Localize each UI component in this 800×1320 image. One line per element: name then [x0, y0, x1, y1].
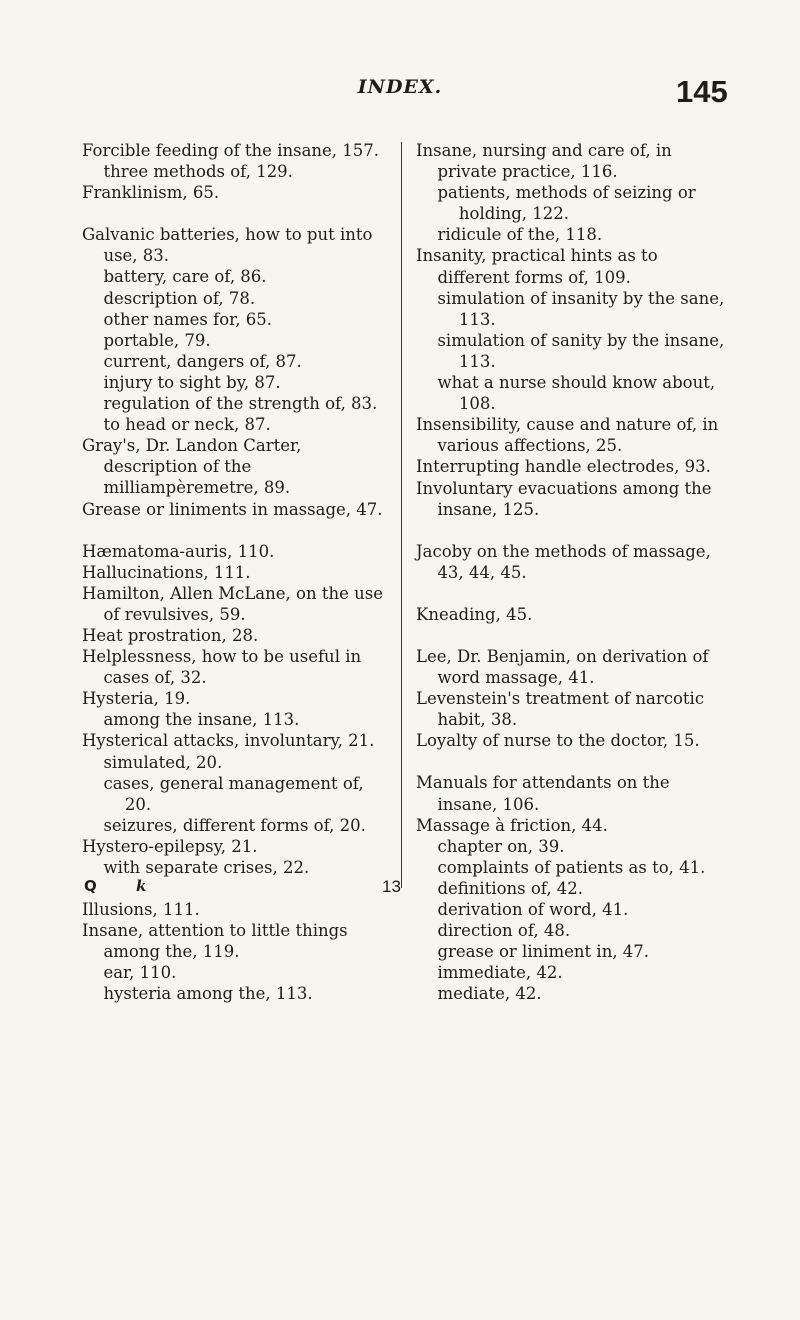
- index-subentry: derivation of word, 41.: [437, 900, 629, 919]
- signature-number: 13: [382, 877, 401, 896]
- index-subentry: what a nurse should know about, 108.: [437, 373, 716, 414]
- entry-gap: [416, 583, 734, 604]
- index-subentry: ear, 110.: [103, 963, 177, 983]
- index-entry: Franklinism, 65.: [82, 183, 220, 203]
- index-subentry: ridicule of the, 118.: [437, 225, 603, 245]
- signature-mark-b: k: [136, 877, 147, 895]
- index-entry: Gray's, Dr. Landon Carter, description of the milliampèremetre, 89.: [82, 436, 302, 498]
- page-number: 145: [676, 74, 728, 109]
- index-left-column: [82, 140, 394, 1005]
- index-subentry: chapter on, 39.: [437, 836, 565, 856]
- index-subentry: simulated, 20.: [103, 752, 223, 772]
- index-entry: Hysterical attacks, involuntary, 21.: [82, 731, 375, 751]
- index-right-column: [416, 140, 734, 1004]
- index-entry: Grease or liniments in massage, 47.: [82, 499, 383, 519]
- index-entry: Jacoby on the methods of massage, 43, 44, 45.: [416, 541, 711, 582]
- index-subentry: simulation of insanity by the sane, 113.: [437, 288, 725, 329]
- index-subentry: patients, methods of seizing or holding, 122.: [437, 183, 696, 224]
- printer-signature-line: [82, 877, 402, 901]
- index-entry: Heat prostration, 28.: [82, 625, 259, 645]
- column-divider: [401, 142, 402, 888]
- index-subentry: complaints of patients as to, 41.: [437, 857, 706, 877]
- index-subentry: with separate crises, 22.: [103, 858, 310, 877]
- entry-gap: [416, 520, 734, 541]
- index-entry: Galvanic batteries, how to put into use, 83.: [82, 225, 373, 266]
- signature-mark-a: Q: [84, 877, 97, 895]
- index-entry: Hystero-epilepsy, 21.: [82, 836, 258, 856]
- index-entry: Insane, nursing and care of, in private practice, 116.: [416, 141, 672, 182]
- index-subentry: three methods of, 129.: [103, 162, 293, 182]
- index-entry: Kneading, 45.: [416, 604, 533, 624]
- index-entry: Loyalty of nurse to the doctor, 15.: [416, 731, 700, 751]
- index-subentry: mediate, 42.: [437, 984, 542, 1004]
- index-entry: Helplessness, how to be useful in cases of, 32.: [82, 647, 362, 688]
- index-subentry: simulation of sanity by the insane, 113.: [437, 330, 725, 371]
- index-entry: Hysteria, 19.: [82, 689, 191, 709]
- index-subentry: to head or neck, 87.: [103, 415, 271, 435]
- index-entry: Illusions, 111.: [82, 900, 200, 920]
- index-entry: Insensibility, cause and nature of, in various affections, 25.: [416, 415, 719, 456]
- index-subentry: definitions of, 42.: [437, 878, 584, 898]
- index-entry: Hæmatoma-auris, 110.: [82, 541, 275, 561]
- index-subentry: current, dangers of, 87.: [103, 351, 302, 371]
- index-subentry: immediate, 42.: [437, 963, 563, 983]
- index-entry: Hamilton, Allen McLane, on the use of revulsives, 59.: [82, 583, 383, 624]
- index-subentry: seizures, different forms of, 20.: [103, 815, 366, 835]
- index-subentry: hysteria among the, 113.: [103, 984, 313, 1004]
- index-entry: Involuntary evacuations among the insane, 125.: [416, 478, 712, 519]
- index-entry: Forcible feeding of the insane, 157.: [82, 141, 380, 160]
- index-subentry: description of, 78.: [103, 288, 256, 308]
- index-subentry: other names for, 65.: [103, 309, 272, 329]
- entry-gap: [416, 751, 734, 772]
- index-subentry: injury to sight by, 87.: [103, 372, 281, 392]
- index-subentry: portable, 79.: [103, 330, 211, 350]
- index-subentry: direction of, 48.: [437, 921, 571, 941]
- index-entry: Lee, Dr. Benjamin, on derivation of word massage, 41.: [416, 646, 709, 688]
- index-entry: Manuals for attendants on the insane, 106.: [416, 773, 670, 814]
- entry-gap: [82, 203, 394, 224]
- page-header-title: INDEX.: [357, 76, 443, 98]
- index-subentry: battery, care of, 86.: [103, 267, 267, 287]
- index-subentry: grease or liniment in, 47.: [437, 942, 650, 962]
- index-subentry: among the insane, 113.: [103, 710, 300, 730]
- entry-gap: [82, 520, 394, 541]
- index-entry: Massage à friction, 44.: [416, 815, 608, 835]
- index-subentry: regulation of the strength of, 83.: [103, 394, 378, 414]
- entry-gap: [416, 625, 734, 646]
- index-entry: Interrupting handle electrodes, 93.: [416, 457, 711, 477]
- index-entry: Insane, attention to little things among the, 119.: [82, 921, 348, 962]
- index-entry: Levenstein's treatment of narcotic habit, 38.: [416, 689, 705, 730]
- index-subentry: cases, general management of, 20.: [103, 773, 364, 814]
- index-entry: Insanity, practical hints as to different forms of, 109.: [416, 246, 658, 287]
- index-entry: Hallucinations, 111.: [82, 562, 251, 582]
